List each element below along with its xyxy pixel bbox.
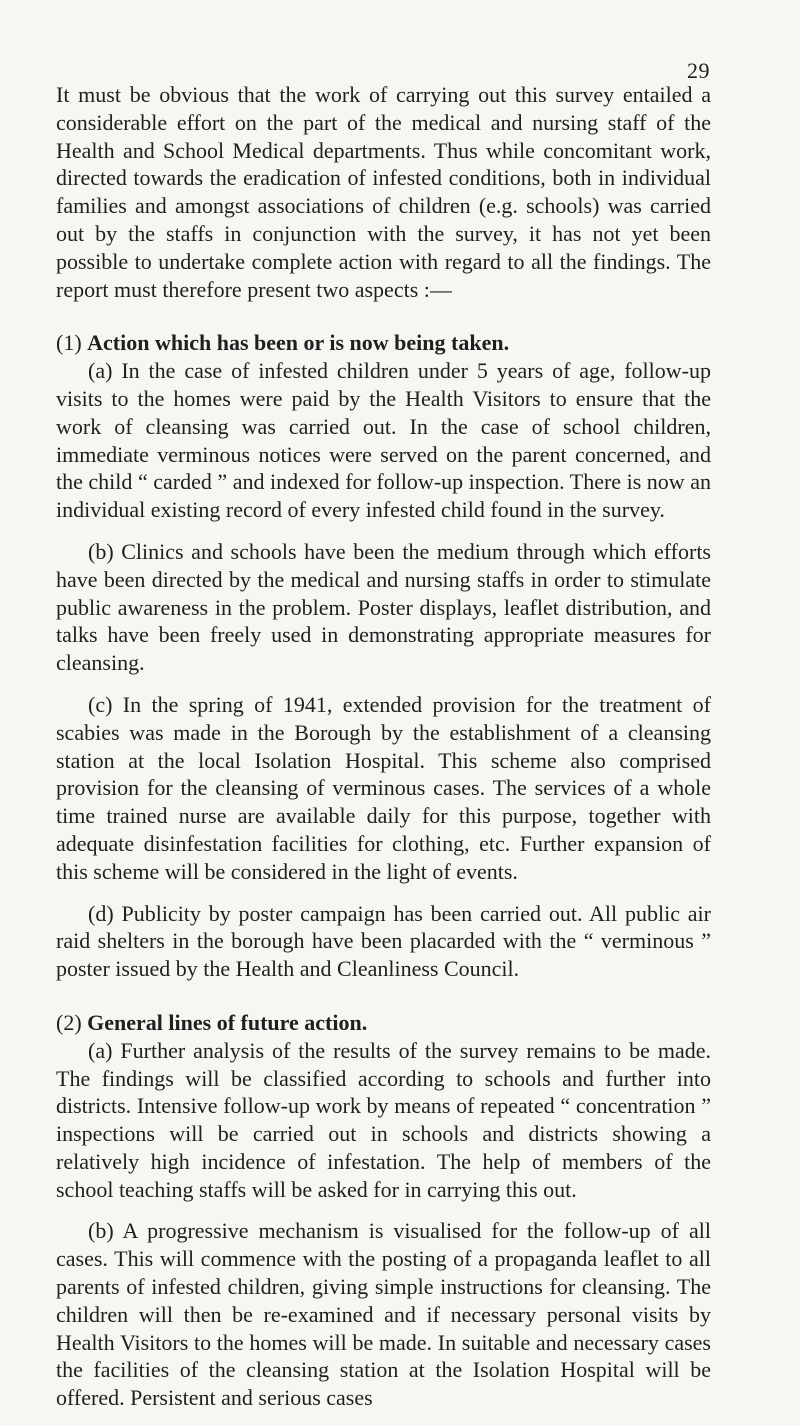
section-2-title: General lines of future action. — [87, 1009, 368, 1035]
section-2-item-a: (a) Further analysis of the results of the survey remains to be made. The findings will be classified according to schools and further into districts. Intensive follow-up work by means of repeated “ concentration ” inspections will be carried out in schools and districts showing a relatively high incidence of infestation. The help of members of the school teaching staffs will be asked for in carrying this out. — [56, 1037, 711, 1202]
section-1-title: Action which has been or is now being taken. — [87, 330, 510, 356]
section-1-item-b: (b) Clinics and schools have been the medium through which efforts have been directed by the medical and nursing staffs in order to stimulate public awareness in the problem. Poster displays, leaflet distribution, and talks have been freely used in demonstrating appropriate measures for cleansing. — [56, 538, 711, 676]
section-1-item-d: (d) Publicity by poster campaign has been carried out. All public air raid shelters in the borough have been placarded with the “ verminous ” poster issued by the Health and Cleanliness Council. — [56, 900, 711, 982]
intro-paragraph: It must be obvious that the work of carrying out this survey entailed a considerable effort on the part of the medical and nursing staff of the Health and School Medical departments. Thus while concomitant work, directed towards the eradication of infested conditions, both in individual families and amongst associations of children (e.g. schools) was carried out by the staffs in conjunction with the survey, it has not yet been possible to undertake complete action with regard to all the findings. The report must therefore present two aspects :— — [56, 82, 711, 302]
body-text — [56, 81, 711, 1426]
page-number: 29 — [687, 58, 710, 83]
section-1-item-c: (c) In the spring of 1941, extended provision for the treatment of scabies was made in the Borough by the establishment of a cleansing station at the local Isolation Hospital. This scheme also comprised provision for the cleansing of verminous cases. The services of a whole time trained nurse are available daily for this purpose, together with adequate disinfestation facilities for clothing, etc. Further expansion of this scheme will be considered in the light of events. — [56, 691, 711, 884]
section-2-heading — [56, 1009, 711, 1037]
section-1-number: (1) — [56, 330, 82, 356]
section-1-item-a: (a) In the case of infested children under 5 years of age, follow-up visits to the homes were paid by the Health Visitors to ensure that the work of cleansing was carried out. In the case of school children, immediate verminous notices were served on the parent concerned, and the child “ carded ” and indexed for follow-up inspection. There is now an individual existing record of every infested child found in the survey. — [56, 358, 711, 523]
section-1-heading — [56, 329, 711, 357]
section-2-item-b: (b) A progressive mechanism is visualised for the follow-up of all cases. This will commence with the posting of a propaganda leaflet to all parents of infested children, giving simple instructions for cleansing. The children will then be re-examined and if necessary personal visits by Health Visitors to the homes will be made. In suitable and necessary cases the facilities of the cleansing station at the Isolation Hospital will be offered. Persistent and serious cases — [56, 1218, 711, 1411]
section-2-number: (2) — [56, 1009, 82, 1035]
